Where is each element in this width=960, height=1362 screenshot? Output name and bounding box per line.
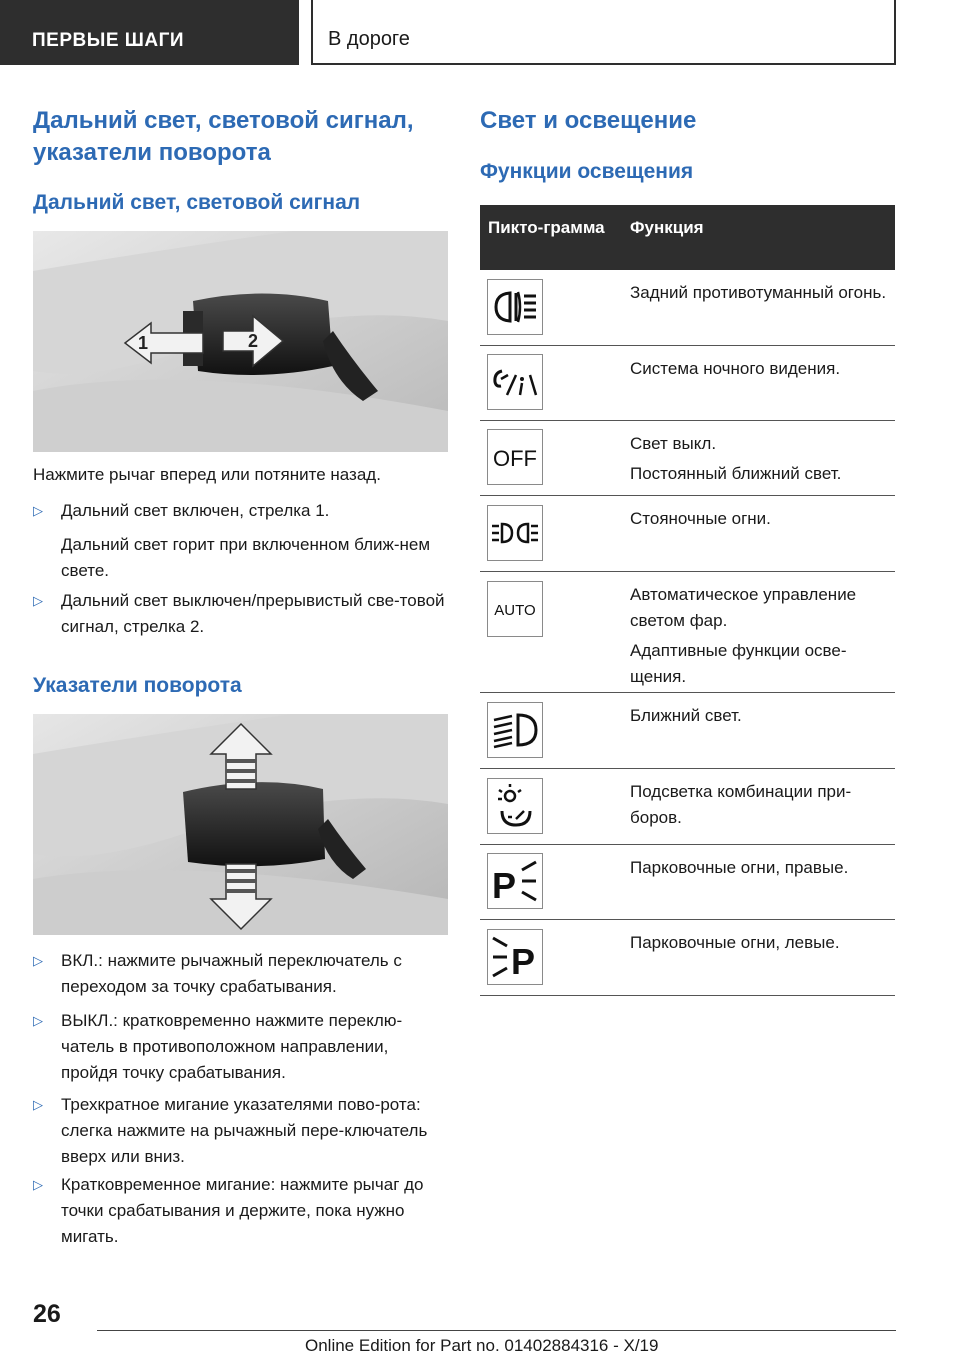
svg-text:P: P xyxy=(492,865,517,906)
row-function-text: Парковочные огни, правые. xyxy=(630,858,849,877)
table-row xyxy=(480,346,895,421)
section-tab xyxy=(0,0,299,65)
subheading-turn-signals: Указатели поворота xyxy=(33,674,242,697)
chapter-title: В дороге xyxy=(328,28,410,50)
lighting-heading: Свет и освещение xyxy=(480,107,697,134)
list-item-note: Дальний свет горит при включенном ближ-нем свете. xyxy=(61,535,431,580)
table-row xyxy=(480,845,895,920)
instrument-lighting-icon xyxy=(487,778,543,834)
list-item: ▷ Дальний свет включен, стрелка 1. xyxy=(33,501,330,520)
off-icon xyxy=(487,429,543,485)
rear-fog-light-icon xyxy=(487,279,543,335)
table-row xyxy=(480,769,895,845)
auto-icon xyxy=(487,581,543,637)
parking-light-right-icon xyxy=(487,853,543,909)
column-header-pictogram: Пикто-грамма xyxy=(488,218,605,237)
row-function-text: Задний противотуманный огонь. xyxy=(630,283,887,302)
row-function-text: Ближний свет. xyxy=(630,706,742,725)
parking-light-left-icon xyxy=(487,929,543,985)
row-function-text: Свет выкл. xyxy=(630,434,717,453)
row-function-text: Стояночные огни. xyxy=(630,509,771,528)
row-function-text: Адаптивные функции осве-щения. xyxy=(630,641,847,686)
table-row xyxy=(480,421,895,496)
row-function-text: Автоматическое управление светом фар. xyxy=(630,585,857,630)
row-function-text: Постоянный ближний свет. xyxy=(630,464,842,483)
arrow-label-1: 1 xyxy=(138,333,149,353)
low-beam-icon xyxy=(487,702,543,758)
table-row xyxy=(480,270,895,346)
lever-instruction: Нажмите рычаг вперед или потяните назад. xyxy=(33,465,381,484)
list-item: ▷ Трехкратное мигание указателями пово-рота: слегка нажмите на рычажный пере-ключатель вверх или вниз. xyxy=(33,1095,428,1166)
list-item: ▷ Кратковременное мигание: нажмите рычаг до точки срабатывания и держите, пока нужно мигать. xyxy=(33,1175,424,1246)
lighting-functions-subheading: Функции освещения xyxy=(480,160,694,183)
section-title: ПЕРВЫЕ ШАГИ xyxy=(32,30,185,51)
svg-text:AUTO: AUTO xyxy=(494,602,536,619)
table-row xyxy=(480,920,895,996)
arrow-label-2: 2 xyxy=(248,331,259,351)
turn-signal-lever-photo xyxy=(33,714,448,935)
list-item: ▷ ВЫКЛ.: кратковременно нажмите переклю-чатель в противоположном направлении, пройдя точку срабатывания. xyxy=(33,1011,403,1082)
chapter-tab xyxy=(311,0,896,65)
night-vision-icon xyxy=(487,354,543,410)
list-item: ▷ ВКЛ.: нажмите рычажный переключатель с переходом за точку срабатывания. xyxy=(33,951,402,996)
list-item: ▷ Дальний свет выключен/прерывистый све-товой сигнал, стрелка 2. xyxy=(33,591,445,636)
table-row xyxy=(480,572,895,693)
parking-lights-icon xyxy=(487,505,543,561)
table-header xyxy=(480,205,895,270)
high-beam-lever-photo xyxy=(33,231,448,452)
main-heading: Дальний свет, световой сигнал, указатели поворота xyxy=(33,107,414,166)
page-number: 26 xyxy=(33,1300,61,1328)
edition-note: Online Edition for Part no. 01402884316 - X/19 xyxy=(305,1336,659,1355)
subheading-high-beam: Дальний свет, световой сигнал xyxy=(33,191,361,214)
row-function-text: Система ночного видения. xyxy=(630,359,841,378)
svg-text:P: P xyxy=(511,941,536,982)
svg-text:OFF: OFF xyxy=(493,446,537,471)
row-function-text: Подсветка комбинации при-боров. xyxy=(630,782,852,827)
column-header-function: Функция xyxy=(630,218,704,237)
row-function-text: Парковочные огни, левые. xyxy=(630,933,840,952)
table-row xyxy=(480,496,895,572)
table-row xyxy=(480,693,895,769)
footer-divider xyxy=(97,1330,896,1331)
